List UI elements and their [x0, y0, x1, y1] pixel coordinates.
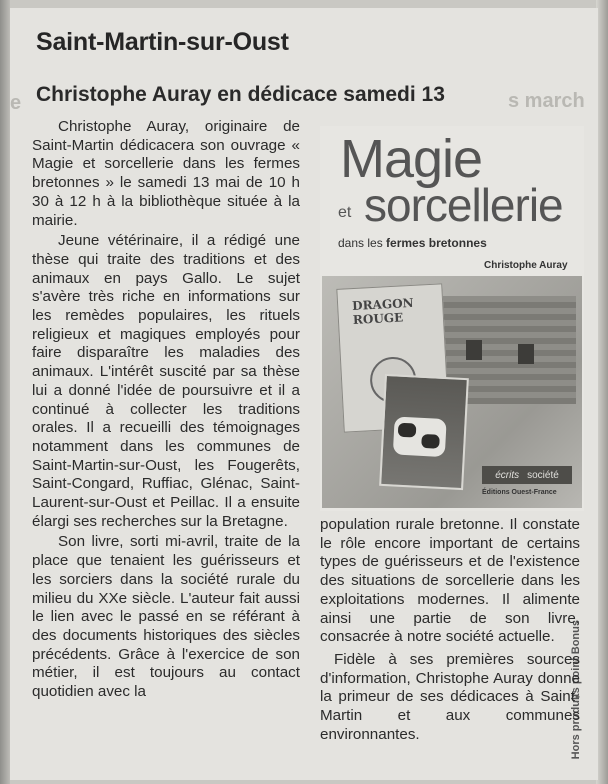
house-window [518, 344, 534, 364]
page-edge-left [0, 0, 10, 784]
section-title: Saint-Martin-sur-Oust [36, 28, 289, 56]
article-column-2 [320, 516, 580, 744]
paragraph: Christophe Auray, originaire de Saint-Martin dédicacera son ouvrage « Magie et sorcellerie dans les fermes bretonnes » le samedi 13 mai de 10 h 30 à 12 h à la bibliothèque située à la mairie. [32, 118, 300, 229]
paragraph: population rurale bretonne. Il constate le rôle encore important de certains types de guérisseurs et de l'existence des situations de sorcellerie dans les exploitations modernes. Il alimente ainsi une partie de son livre, consacrée à notre société actuelle. [320, 516, 580, 646]
newspaper-clipping [10, 8, 598, 780]
cow-spot [421, 434, 440, 449]
publisher-label: Éditions Ouest-France [482, 489, 557, 496]
house-window [466, 340, 482, 360]
cow-photo-image [379, 374, 469, 490]
paragraph: Son livre, sorti mi-avril, traite de la place que tenaient les guérisseurs et les sorciers dans la société rurale du milieu du XXe siècle. L'auteur fait aussi le lien avec le passé en se référant à des documents historiques des siècles précédents. Grâce à l'exercice de son métier, il est toujours au contact quotidien avec la [32, 533, 300, 701]
article-column-1 [32, 118, 300, 704]
paragraph: Fidèle à ses premières sources d'information, Christophe Auray donne la primeur de ses dédicaces à Saint-Martin et aux communes environnantes. [320, 650, 580, 743]
bleed-through-text-left: e [10, 92, 22, 114]
cover-photo [322, 276, 582, 508]
side-strip-text: Hors produits point Bonus [570, 620, 582, 760]
paragraph: Jeune vétérinaire, il a rédigé une thèse qui traite des traditions et des animaux en pays Gallo. Le sujet s'avère très riche en informations sur les remèdes populaires, les rituels religieux et magiques employés pour faire disparaître les maladies des animaux. L'intérêt suscité par sa thèse lui a donné l'idée de poursuivre et il a continué à collecter les traditions orales. Il a recueilli des témoignages notamment dans les communes de Saint-Martin-sur-Oust, les Fougerêts, Saint-Congard, Ruffiac, Glénac, Saint-Laurent-sur-Oust et Peillac. Il a ensuite élargi ses recherches sur la Bretagne. [32, 232, 300, 530]
cow-shape [393, 416, 447, 457]
cover-subtitle-bold: fermes bretonnes [386, 236, 487, 250]
cover-subtitle [338, 236, 487, 250]
series-name: écrits [495, 469, 520, 481]
cow-spot [398, 423, 417, 438]
book-cover-image [320, 126, 584, 511]
cover-title-magie: Magie [340, 129, 483, 189]
bleed-through-text: s march [508, 90, 585, 112]
series-badge [482, 466, 572, 484]
cover-title-sorcellerie: sorcellerie [364, 179, 563, 231]
article-headline: Christophe Auray en dédicace samedi 13 [36, 83, 445, 106]
cover-title-et: et [338, 204, 352, 221]
cover-subtitle-prefix: dans les [338, 236, 383, 250]
old-book-title: DRAGON ROUGE [351, 295, 414, 328]
series-tag: société [527, 469, 559, 481]
cover-author: Christophe Auray [484, 260, 568, 271]
